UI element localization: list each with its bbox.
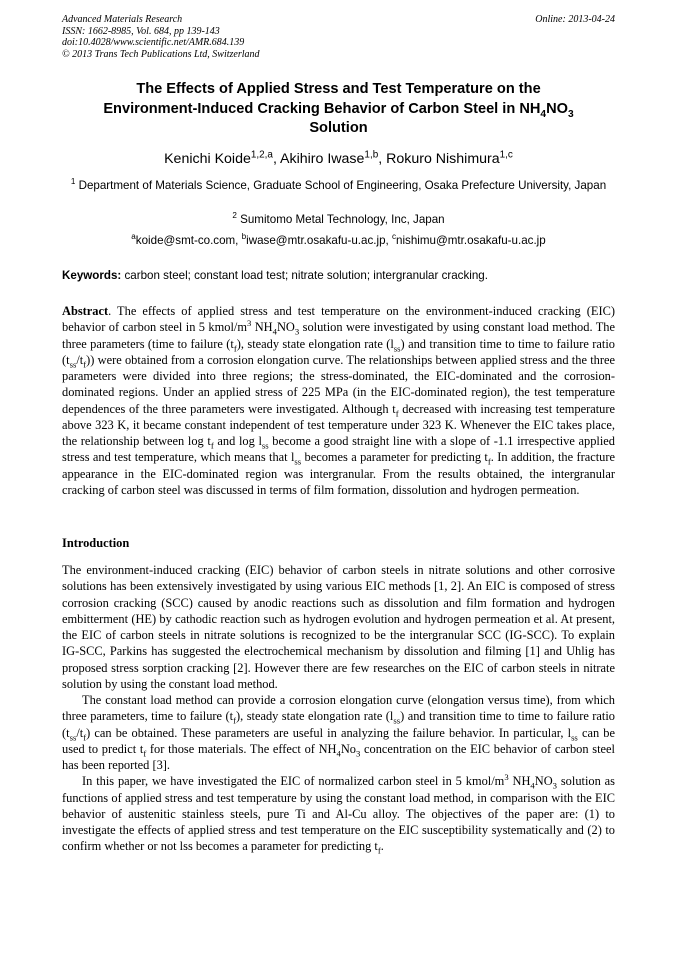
intro-paragraph-2: The constant load method can provide a corrosion elongation curve (elongation versus time), from which three parameters, time to failure $(t_f)$, steady state elongation rate $(l_{ss})$ and transition time to time to failure ratio $(t_{ss}/t_f)$ can be obtained. These parameters are useful in analyzing the failure behavior. In particular, $l_{ss}$ can be used to predict $t_f$ for those materials. The effect of $NH_4No_3$ concentration on the EIC behavior of carbon steel has been reported [3].	[62, 693, 616, 772]
intro-paragraph-1: The environment-induced cracking (EIC) behavior of carbon steels in nitrate solutions and other corrosive solutions has been extensively investigated by using various EIC methods [1, 2]. An EIC is composed of stress corrosion cracking (SCC) caused by anodic reactions such as dissolution and film formation and hydrogen embitterment (HE) by cathodic reaction such as hydrogen evolution and hydrogen permeation et al. At present, the EIC of carbon steels in nitrate solutions is recognized to be the intergranular SCC (IG-SCC). To explain IG-SCC, Parkins has suggested the electrochemical mechanism by dissolution and filming [1] and Uhlig has proposed stress sorption cracking [2]. However there are few researches on the EIC of carbon steels in nitrate solution by using the constant load method.	[62, 563, 615, 691]
intro-paragraph-3: In this paper, we have investigated the EIC of normalized carbon steel in 5 kmol/$m^3$ $NH_4NO_3$ solution as functions of applied stress and test temperature by using the constant load method, in comparison with the EIC behavior of austenitic stainless steels, pure Ti and Al-Cu alloy. The objectives of the paper are: (1) to investigate the effects of applied stress and test temperature on the EIC susceptibility systematically and (2) to confirm whether or not lss becomes a parameter for predicting $t_f$.	[62, 772, 615, 856]
section-heading-introduction: Introduction	[62, 536, 130, 550]
abstract-label: Abstract	[62, 304, 109, 318]
abstract: Abstract. The effects of applied stress and test temperature on the environment-induced cracking (EIC) behavior of carbon steel in 5 kmol/$m^3$ $NH_4NO_3$ solution were investigated by using constant load method. The three parameters (time to failure $(t_f)$, steady state elongation rate $(l_{ss})$ and transition time to time to failure ratio $(t_{ss}/t_f)$) were obtained from a corrosion elongation curve. The relationships between applied stress and the three parameters were divided into three regions; the stress-dominated, the EIC-dominated and the corrosion-dominated regions. Under an applied stress of 225 MPa (in the EIC-dominated region), the test temperature dependences of the three parameters were investigated. Although $t_f$ decreased with increasing test temperature above 323 K, it became constant independent of test temperature under 323 K. Whenever the EIC takes place, the relationship between $\log t_f$ and $\log l_{ss}$ become a good straight line with a slope of -1.1 irrespective applied stress and test temperature, which means that $l_{ss}$ becomes a parameter for predicting $t_f$. In addition, the fracture appearance in the EIC-dominated region was intergranular. From the results obtained, the intergranular cracking of carbon steel was discussed in terms of film formation, dissolution and hydrogen permeation.	[62, 304, 616, 497]
affiliation-2: $^2$ Sumitomo Metal Technology, Inc, Japan	[232, 211, 445, 226]
doi-line: doi:10.4028/www.scientific.net/AMR.684.139	[62, 37, 245, 48]
author-name: Kenichi Koide	[164, 151, 251, 167]
title-line-1: The Effects of Applied Stress and Test Temperature on the	[136, 81, 541, 97]
copyright-line: © 2013 Trans Tech Publications Ltd, Switzerland	[62, 48, 260, 60]
keywords: Keywords: carbon steel; constant load test; nitrate solution; intergranular cracking.	[62, 269, 488, 282]
journal-name: Advanced Materials Research	[62, 14, 183, 25]
author-name: Akihiro Iwase	[280, 151, 365, 167]
email-list: $^a$koide@smt-co.com, $^b$iwase@mtr.osakafu-u.ac.jp, $^c$nishimu@mtr.osakafu-u.ac.jp	[131, 232, 546, 247]
introduction-body	[62, 562, 615, 855]
title-line-3: Solution	[309, 120, 368, 136]
online-date: Online: 2013-04-24	[535, 14, 615, 25]
keywords-label: Keywords:	[62, 269, 122, 282]
journal-header	[62, 14, 615, 60]
affiliation-1: $^1$ Department of Materials Science, Graduate School of Engineering, Osaka Prefecture University, Japan	[70, 177, 607, 192]
author-name: Rokuro Nishimura	[386, 151, 500, 167]
paper-title	[62, 80, 615, 139]
author-list: Kenichi Koide$^{1,2,a}$, Akihiro Iwase$^{1,b}$, Rokuro Nishimura$^{1,c}$	[164, 149, 513, 167]
issn-line: ISSN: 1662-8985, Vol. 684, pp 139-143	[62, 25, 220, 37]
title-line-2: Environment-Induced Cracking Behavior of Carbon Steel in $NH_4NO_3$	[103, 100, 574, 120]
